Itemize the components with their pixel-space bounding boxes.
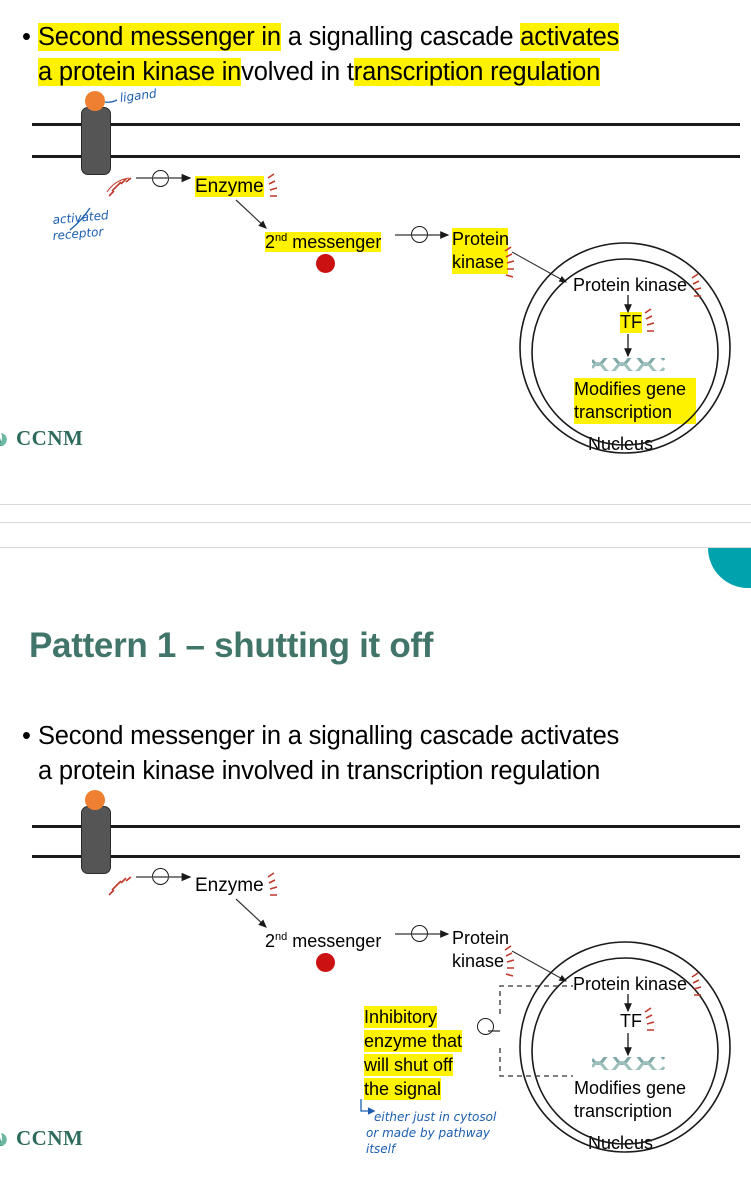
activation-spikes-tf <box>645 309 654 331</box>
handwritten-leader-lines <box>70 100 117 230</box>
label-protein-kinase-inner: Protein kinase <box>573 275 688 295</box>
label-tf: TF <box>620 312 642 332</box>
label-protein-kinase-inner-2: Protein kinase <box>573 974 688 994</box>
handwritten-arrow-hook <box>361 1099 374 1114</box>
label-nucleus: Nucleus <box>588 434 654 454</box>
inhibitory-note-text: Inhibitory enzyme that will shut off the signal <box>364 1007 463 1099</box>
handwritten-ligand-label: ligand <box>119 86 158 105</box>
handwritten-activated-receptor-line2: receptor <box>52 224 104 243</box>
divider-line-1 <box>0 504 751 505</box>
ccnm-logo-text: CCNM <box>16 425 84 450</box>
ccnm-logo <box>0 425 83 451</box>
bullet-seg-highlight-3: a protein kinase in <box>38 58 242 86</box>
slide2-title: Pattern 1 – shutting it off <box>29 626 434 665</box>
handwritten-note-line2: or made by pathway <box>366 1126 491 1140</box>
label-second-messenger: 2nd messenger <box>265 232 382 252</box>
activation-spikes-tf-2 <box>645 1008 654 1030</box>
activation-spikes-enzyme <box>268 174 277 196</box>
slide2-vector-overlay <box>0 548 751 1180</box>
slide1-vector-overlay <box>0 0 751 497</box>
bullet-seg-highlight-2: activates <box>520 23 620 51</box>
ccnm-leaf-icon <box>0 425 12 451</box>
label-protein-kinase-outer-2: Protein kinase <box>452 928 510 971</box>
slide2-bullet-text-1: Second messenger in a signalling cascade activates <box>38 722 620 750</box>
label-protein-kinase-outer: Protein kinase <box>452 229 510 272</box>
ccnm-leaf-icon-2 <box>0 1125 12 1151</box>
bullet-marker-2: • <box>22 722 31 750</box>
ccnm-logo-text-2: CCNM <box>16 1125 84 1150</box>
handwritten-note-line1: either just in cytosol <box>374 1110 497 1124</box>
activation-spikes-protein-kinase-outer-2 <box>505 946 514 976</box>
label-tf-2: TF <box>620 1011 642 1031</box>
slide1-signalling-diagram <box>0 0 751 497</box>
activation-spikes-receptor <box>107 178 131 196</box>
slide-2 <box>0 548 751 1180</box>
label-modifies-gene-transcription-2: Modifies gene transcription <box>574 1078 687 1121</box>
label-modifies-gene-transcription: Modifies gene transcription <box>574 378 696 424</box>
label-enzyme-2: Enzyme <box>195 875 264 896</box>
divider-line-2 <box>0 522 751 523</box>
activation-spikes-enzyme-2 <box>268 873 277 895</box>
label-nucleus-2: Nucleus <box>588 1133 654 1153</box>
handwritten-activated-receptor-line1: activated <box>52 208 110 227</box>
bullet-seg-highlight-4: ranscription regulation <box>353 58 601 86</box>
inhibitory-dashed-bracket <box>500 986 573 1076</box>
activation-spikes-protein-kinase-outer <box>505 247 514 277</box>
slide-1 <box>0 0 751 497</box>
second-messenger-superscript: nd <box>275 232 288 244</box>
label-second-messenger-2: 2nd messenger <box>265 931 382 951</box>
bullet-seg-highlight-1: Second messenger in <box>38 23 281 51</box>
bullet-seg-plain-1: a signalling cascade <box>280 23 521 51</box>
handwritten-note-line3: itself <box>366 1142 396 1156</box>
activation-spikes-receptor-2 <box>109 877 131 895</box>
label-enzyme: Enzyme <box>195 176 264 197</box>
second-messenger-superscript-2: nd <box>275 931 288 943</box>
slide2-signalling-diagram <box>0 548 751 1180</box>
bullet-marker: • <box>22 23 31 51</box>
bullet-seg-plain-2: volved in t <box>241 58 354 86</box>
slide2-bullet-line2: a protein kinase involved in transcription regulation <box>38 757 601 785</box>
ccnm-logo-2 <box>0 1125 83 1151</box>
